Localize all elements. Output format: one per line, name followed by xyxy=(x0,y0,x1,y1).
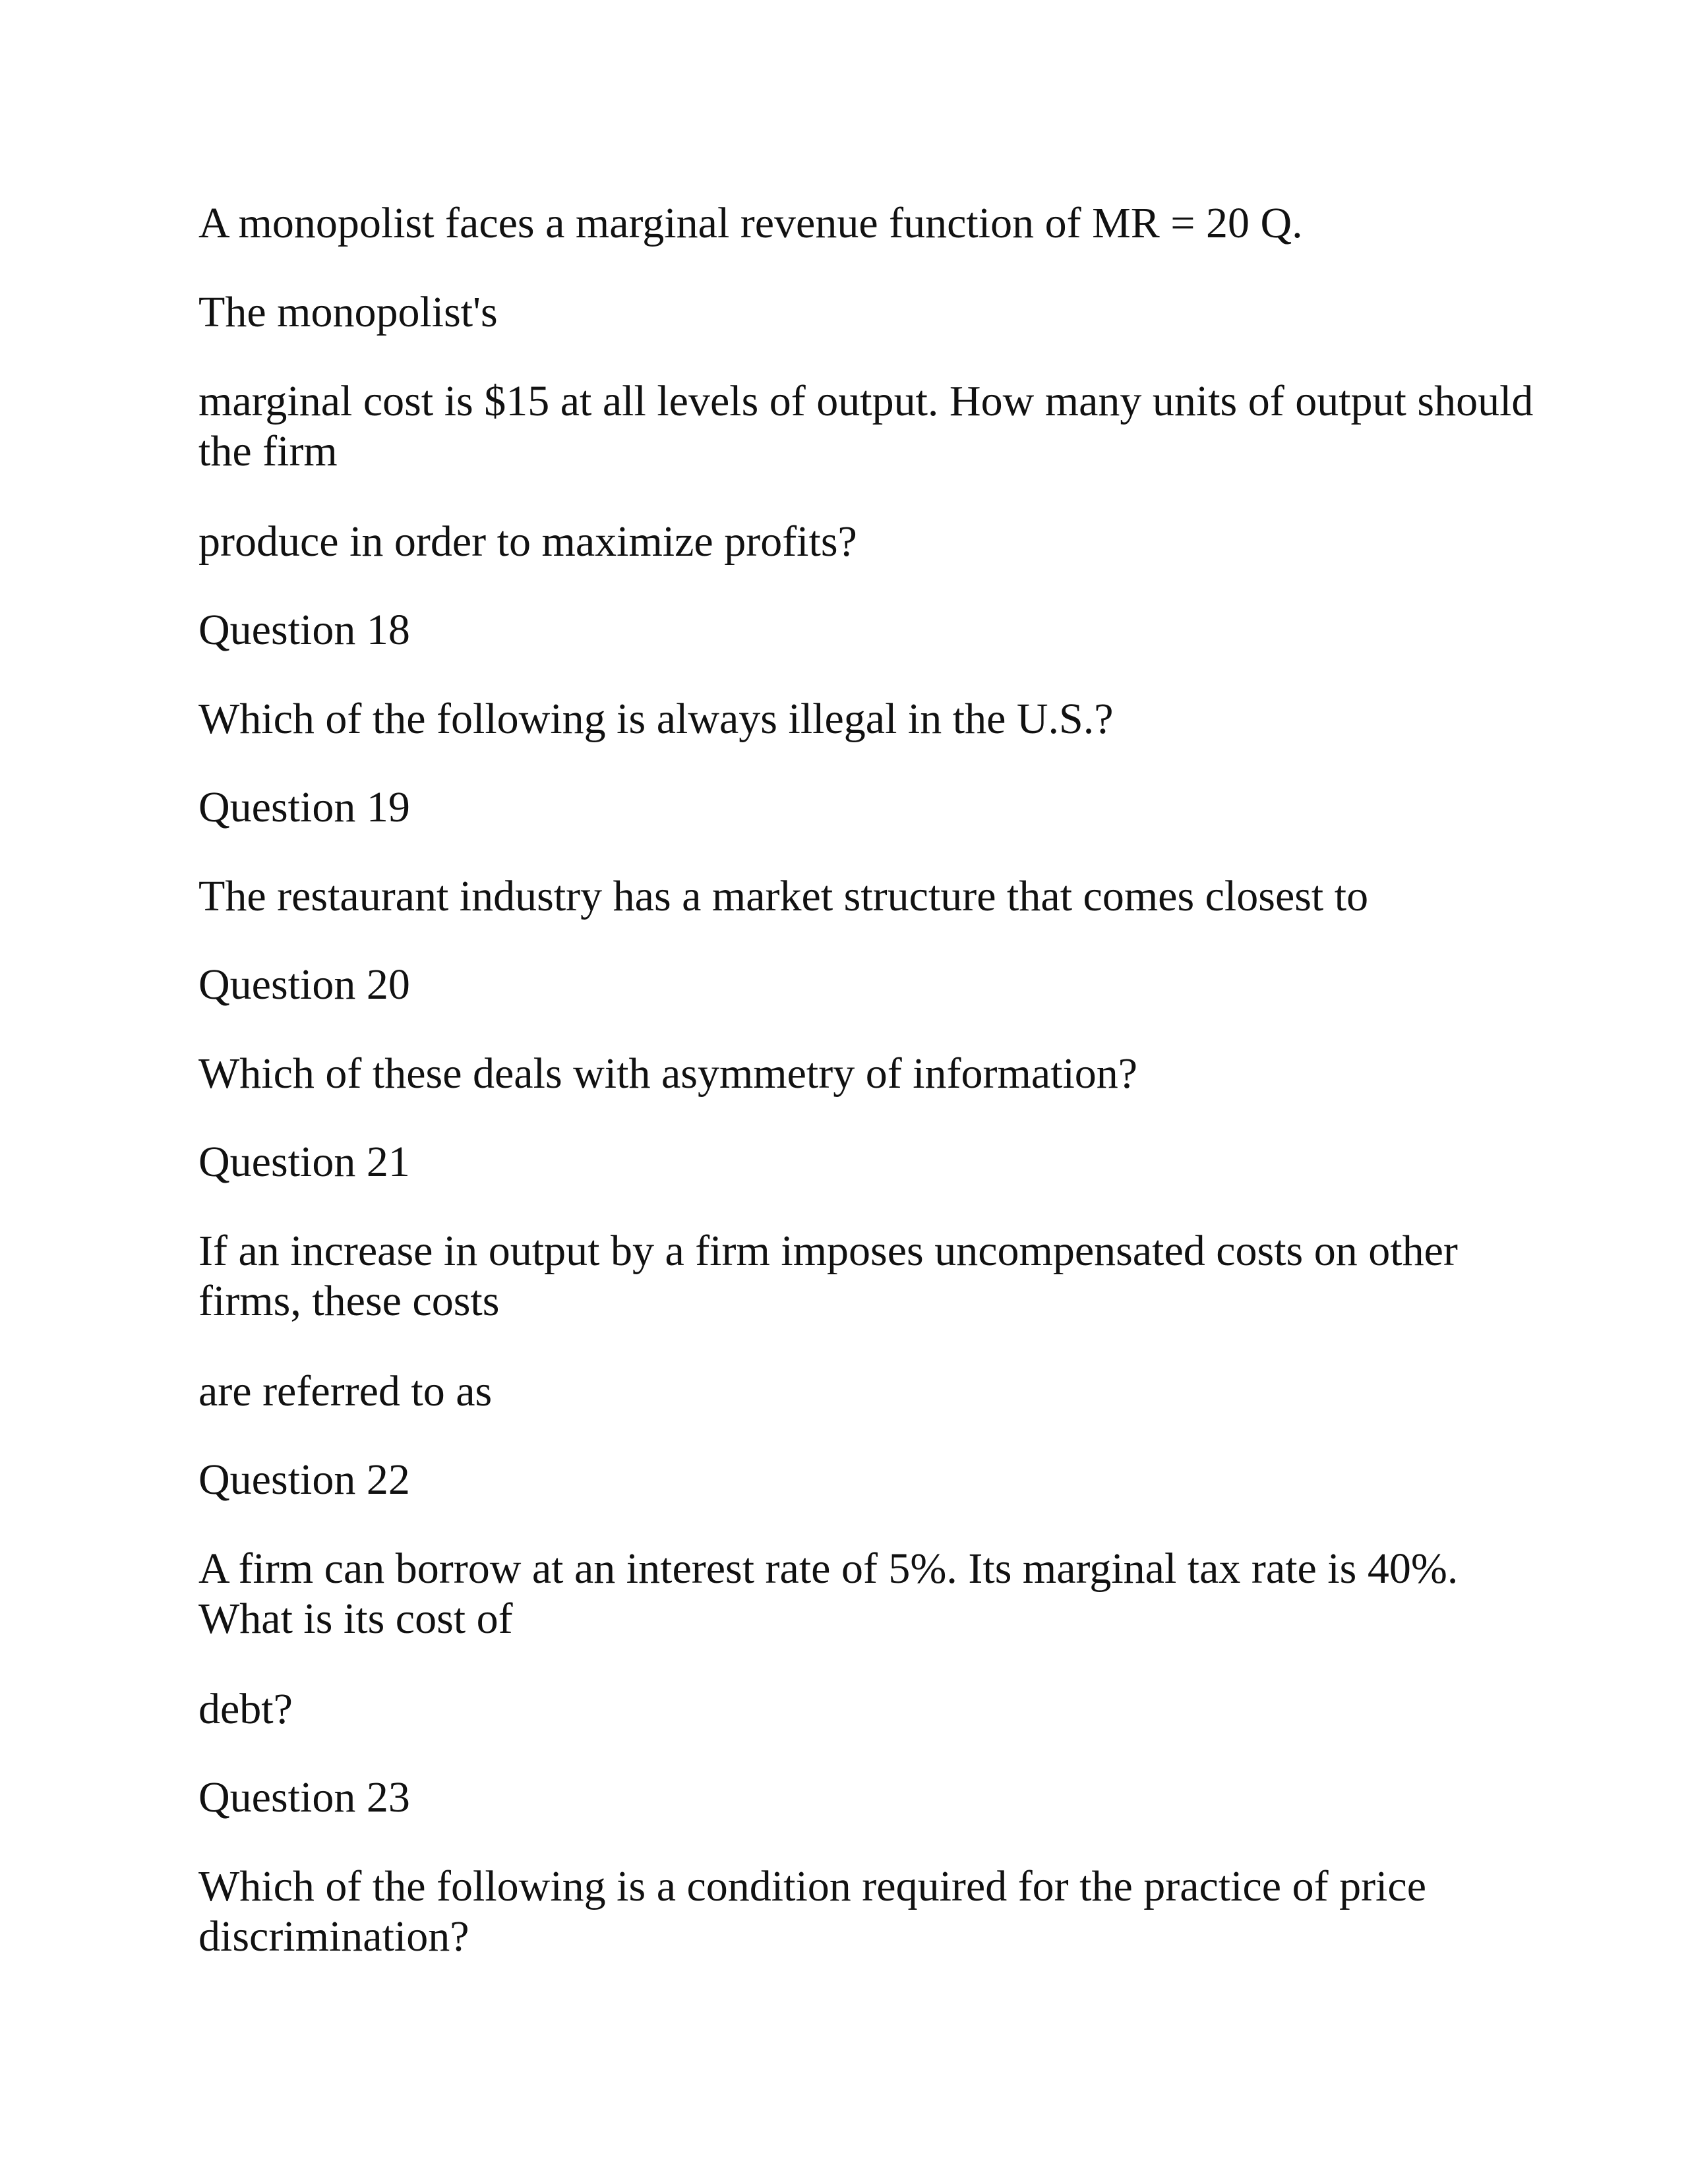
question-heading: Question 18 xyxy=(198,606,410,654)
question-heading: Question 23 xyxy=(198,1773,410,1821)
question-text: A firm can borrow at an interest rate of 5%. Its marginal tax rate is 40%. What is its cost of xyxy=(198,1545,1459,1643)
question-text: produce in order to maximize profits? xyxy=(198,517,857,566)
question-text: Which of the following is always illegal in the U.S.? xyxy=(198,695,1114,743)
question-text: The monopolist's xyxy=(198,288,498,336)
question-text: Which of the following is a condition required for the practice of price discrimination? xyxy=(198,1862,1426,1961)
question-text: A monopolist faces a marginal revenue function of MR = 20 Q. xyxy=(198,199,1303,247)
question-heading: Question 21 xyxy=(198,1138,410,1186)
question-text: If an increase in output by a firm imposes uncompensated costs on other firms, these costs xyxy=(198,1227,1458,1325)
question-text: Which of these deals with asymmetry of information? xyxy=(198,1049,1138,1098)
question-text: marginal cost is $15 at all levels of output. How many units of output should the firm xyxy=(198,377,1534,475)
question-heading: Question 20 xyxy=(198,960,410,1009)
question-text: are referred to as xyxy=(198,1367,493,1415)
question-heading: Question 19 xyxy=(198,783,410,831)
question-heading: Question 22 xyxy=(198,1456,410,1504)
question-text: debt? xyxy=(198,1685,293,1733)
question-text: The restaurant industry has a market structure that comes closest to xyxy=(198,872,1369,920)
